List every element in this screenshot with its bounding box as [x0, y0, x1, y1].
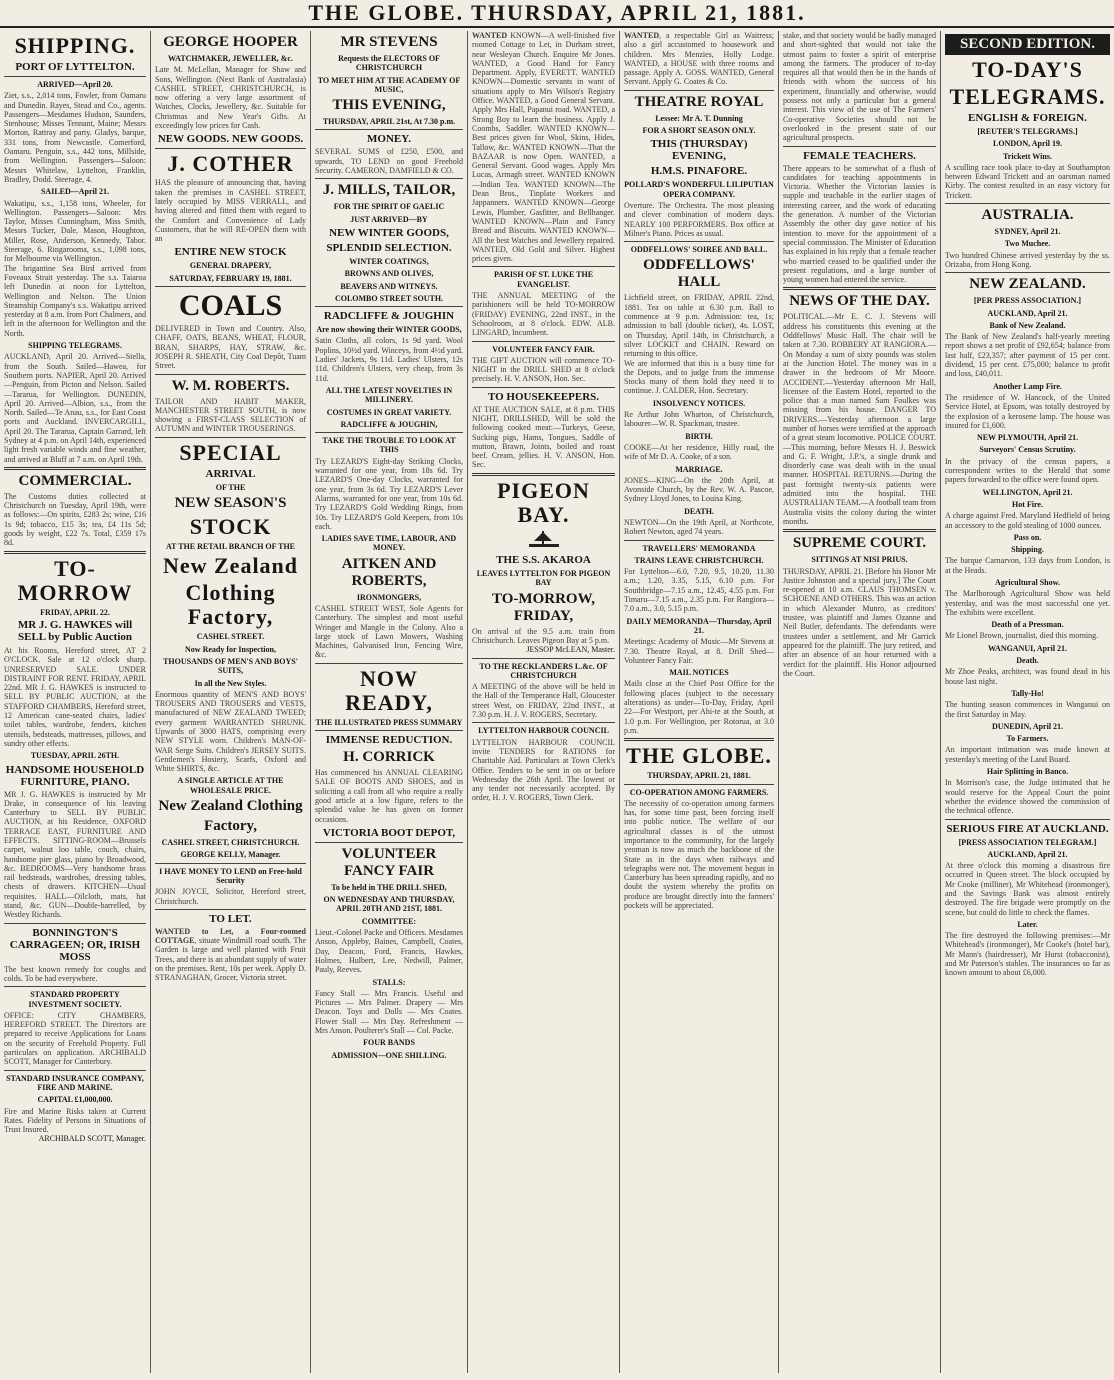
tomorrow-heading: TO-MORROW	[17, 555, 133, 605]
column-news: stake, and that society would be badly managed and short-sighted that would not take the utmost pains to foster a spirit of enterprise among the farmers. The producer of to-day requires all that would then be in the hands of friends with whom the success of his experiment, financially and otherwise, would possess not only a particular but a general interest. This view of the use of The Farmers' Co-operative Societies should not be overlooked in the present state of our agricultural prospects. FEMALE TEACHERS. There appears to be somewhat of a flush of candidates for teaching appointments in Victoria. Whether the Victorian lassies is supple and teachable in the earlier stages of interesting career, and the work of educating the generation. A number of the Victorian Assembly the other day gave notice of his intention to move for the appointment of a special commission. The Minister of Education has explained in his reply that a female teacher who married ceased to be qualified under the present regulations, and a large number of young women had entered the service. NEWS OF THE DAY. POLITICAL.—Mr E. C. J. Stevens will address his constituents this evening at the Oddfellows' Music Hall. The chair will be taken at 7.30. ROBBERY AT RANGIORA.—On Monday a sum of sixty pounds was stolen at the Junction Hotel. The money was in a drawer in the bedroom of Mr Moore. ACCIDENT.—Yesterday afternoon Mr Hall, licensee of the Eastern Hotel, reported to the police that a man named Sam Foulkes was missing from his house. DANGER TO DRIVERS.—Yesterday afternoon a large number of horses were terrified at the approach of a great steam locomotive. POLICE COURT.—This morning, before Messrs H. J. Beswick and G. F. Wright, J.P.'s, a single drunk and disorderly case was dealt with in the usual manner. HOSPITAL RETURNS.—During the past fortnight twenty-six patients were admitted into the hospital. THE AUSTRALIAN TEAM.—A football team from Australia visits the colony during the winter months. SUPREME COURT. SITTINGS AT NISI PRIUS. THURSDAY, APRIL 21. [Before his Honor Mr Justice Johnston and a special jury.] The Court re-opened at 10 a.m. CLAUS THOMSEN v. SCHOENE AND OTHERS. This was an action in which Alexander Munro, as creditors' trustee, was plaintiff and James Ozanne and Neil Butler, defendants. The defendants were trustees under a settlement, and Mr Garrick appeared for the plaintiff. The jury retired, and after an absence of an hour returned with a verdict for the plaintiff. His Honor adjourned the Court.	[783, 31, 936, 678]
newspaper-masthead	[0, 0, 1114, 28]
now-ready-heading: NOW READY,	[345, 665, 433, 715]
cother-drapery: GENERAL DRAPERY,	[189, 261, 272, 271]
cother-stock: ENTIRE NEW STOCK	[174, 246, 287, 259]
friday-date: FRIDAY, APRIL 22.	[40, 607, 110, 617]
parish-heading: PARISH OF ST. LUKE THE EVANGELIST.	[493, 270, 594, 289]
insurance-capital: CAPITAL £1,000,000.	[37, 1095, 113, 1105]
female-teachers-heading: FEMALE TEACHERS.	[803, 149, 916, 162]
radcliffe-heading: RADCLIFFE & JOUGHIN	[323, 310, 455, 323]
clothing-heading: Clothing Factory,	[185, 580, 276, 630]
mills-heading: J. MILLS, TAILOR,	[322, 182, 456, 199]
column-shipping: SHIPPING. PORT OF LYTTELTON. ARRIVED—April 20. Ziet, s.s., 2,014 tons, Fowler, from Oamaru and Dunedin. Rayes, Stead and Co., agents. Passengers—Mesdames Hudson, Saunders, Stenhouse; Misses Tennant, Maine; Messrs Morton, Rattray and party. Gladys, barque, 331 tons, from Newcastle. Comerford, Oamaru. Penguin, s.s., 442 tons, Millside, from Wellington. Passengers—Saloon: Messrs Whitelaw, Lyttelton, Franklin, Bradley, Dodd. Steerage, 4. SAILED—April 21. Wakatipu, s.s., 1,158 tons, Wheeler, for Wellington. Passengers—Saloon: Mrs Taylor, Misses Cunningham, Miss Smith, Messrs Tucker, Dale, Mason, Houghton, Miller, Rose, Anderson, Kennedy, Tabor. Steerage, 6. Ringarooma, s.s., 1,098 tons, for Melbourne via Wellington. The brigantine Sea Bird arrived from Foveaux Strait yesterday. The s.s. Taiaroa left Dunedin at noon for Lyttelton, Wellington and Nelson. The Union Steamship Company's s.s. Wakatipu arrived yesterday at 8 a.m. from Port Chalmers, and left in the afternoon for Wellington and the North. SHIPPING TELEGRAMS. AUCKLAND, April 20. Arrived—Stella, from the South. Sailed—Hawea, for Southern ports. NAPIER, April 20. Arrived—Penguin, from Picton and Nelson. Sailed—Tararua, for Wellington. DUNEDIN, April 20. Arrived—Albion, s.s., from the North. Sailed—Te Anau, s.s., for East Coast ports and Auckland. INVERCARGILL, April 20. The Tararua, Captain Garrard, left Sydney at 4 p.m. on April 14th, experienced light fresh variable winds and fine weather, and arrived at Bluff at 7 a.m. on April 19th. COMMERCIAL. The Customs duties collected at Christchurch on Tuesday, April 19th, were as follows:—On spirits, £283 2s; wine, £16 1s 9d; tobacco, £15 3s; tea, £4 11s 5d; goods by weight, £22 7s. Total, £359 17s 8d. TO-MORROW FRIDAY, APRIL 22. MR J. G. HAWKES will SELL by Public Auction At his Rooms, Hereford street, AT 2 O'CLOCK. Sale at 12 o'clock sharp. UNRESERVED SALE. UNDER DISTRAINT FOR RENT. FRIDAY, APRIL 22nd. MR J. G. HAWKES is instructed to SELL BY PUBLIC AUCTION, at the STAFFORD CHAMBERS, Hereford street, 12 American cane-seated chairs, ladies' toilet tables, wardrobe, fenders, kitchen utensils, bedsteads, mattresses, pillows, and sundry other effects. TUESDAY, APRIL 26TH. HANDSOME HOUSEHOLD FURNITURE, PIANO. MR J. G. HAWKES is instructed by Mr Drake, in consequence of his leaving Canterbury to SELL BY PUBLIC AUCTION, at his Residence, OXFORD TERRACE EAST, FURNITURE AND EFFECTS. SITTING-ROOM—Brussels carpet, walnut loo table, couch, chairs, handsome pier glass, piano by Broadwood, &c. BEDROOMS—Very handsome brass rail bedsteads, wardrobes, dressing tables, chests of drawers. KITCHEN—Usual requisites. HALL—Oilcloth, mats, hat stand, &c. GUN—Double-barrelled, by Westley Richards. BONNINGTON'S CARRAGEEN; OR, IRISH MOSS The best known remedy for coughs and colds. To be had everywhere. STANDARD PROPERTY INVESTMENT SOCIETY. OFFICE: CITY CHAMBERS, HEREFORD STREET. The Directors are prepared to receive Applications for Loans on the security of Freehold Property. Full particulars on application. ARCHIBALD SCOTT, Manager for Canterbury. STANDARD INSURANCE COMPANY, FIRE AND MARINE. CAPITAL £1,000,000. Fire and Marine Risks taken at Current Rates. Fidelity of Persons in Situations of Trust Insured. ARCHIBALD SCOTT, Manager.	[4, 33, 146, 1144]
season-heading: NEW SEASON'S	[174, 495, 287, 512]
shipping-heading: SHIPPING.	[14, 33, 136, 58]
cottage-ad: WANTED to Let, a Four-roomed COTTAGE, situate Windmill road south. The Garden is large and well planted with Fruit Trees, and there is an abundant supply of water on the premises. Rent, 10s per week. Apply D. STRANAGHAN, Grocer, Victoria street.	[155, 926, 306, 983]
stevens-heading: MR STEVENS	[340, 34, 438, 50]
steamer-icon	[529, 531, 559, 547]
evening-heading: THIS EVENING,	[332, 97, 446, 114]
sailed-heading: SAILED—April 21.	[40, 187, 109, 197]
wanted-ads: WANTED KNOWN—A well-finished five roomed Cottage to Let, in Durham street, near Wesleyan Church. Enquire Mr Jones. WANTED, a Good Hand for Fancy Department. Apply, EVERETT. WANTED KNOWN—Domestic servants in want of situations apply to Mrs Wilson's Registry Office. WANTED, a Good General Servant. Apply Mrs Hall, Papanui road. WANTED, a Strong Boy to learn the business. Apply J. Coombs, Saddler. WANTED KNOWN—Best prices given for Wool, Skins, Hides, Tallow, &c. WANTED KNOWN—That the BAZAAR is now Open. WANTED, a General Servant. Good wages. Apply Mrs Lucas, Armagh street. WANTED KNOWN—Indian Tea. WANTED KNOWN—The Dean Bros., Tinplate Workers and Jappanners. WANTED KNOWN—George Lewis, Plumber, Gasfitter, and Bellhanger. WANTED KNOWN—Plain and Fancy Bread and Biscuits. WANTED KNOWN—All the best Watches and Jewellery repaired. WANTED, Old Gold and Silver. Highest prices given.	[472, 31, 615, 264]
pigeon-bay-heading: PIGEON BAY.	[497, 477, 590, 527]
aitken-heading: AITKEN AND ROBERTS,	[341, 555, 437, 589]
column-theatre: WANTED, a respectable Girl as Waitress; also a girl accustomed to housework and children. Mrs Menzies, Holly Lodge. WANTED, a HOUSE with three rooms and passage. Apply A. GOSS. WANTED, General Servant. Apply G. Coates & Co. THEATRE ROYAL Lessee: Mr A. T. Dunning FOR A SHORT SEASON ONLY. THIS (THURSDAY) EVENING, H.M.S. PINAFORE. POLLARD'S WONDERFUL LILIPUTIAN OPERA COMPANY. Overture. The Orchestra. The most pleasing and clever combination of modern days. NEARLY 100 PERFORMERS. Box office at Milner's Piano. Prices as usual. ODDFELLOWS' SOIREE AND BALL. ODDFELLOWS' HALL Lichfield street, on FRIDAY, APRIL 22nd, 1881. Tea on table at 6.30 p.m. Ball to commence at 9 p.m. Admission: tea, 1s; admission to ball (double ticket), 4s. LOST, on Thursday, April 14th, in Christchurch, a silver LOCKET and CHAIN. Reward on returning to this office. We are informed that this is a busy time for the Depots, and to judge from the immense Stocks many of them hold they need it to continue. J. CALDER, Hon. Secretary. INSOLVENCY NOTICES. Re Arthur John Wharton, of Christchurch, labourer—W. R. Spackman, trustee. BIRTH. COOKE—At her residence, Hilly road, the wife of Mr D. A. Cooke, of a son. MARRIAGE. JONES—KING—On the 20th April, at Avonside Church, by the Rev. W. A. Pascoe, Sydney Lloyd Jones, to Louisa King. DEATH. NEWTON—On the 19th April, at Northcote, Robert Newton, aged 74 years. TRAVELLERS' MEMORANDA TRAINS LEAVE CHRISTCHURCH. For Lyttelton—6.0, 7.20, 9.5, 10.20, 11.30 a.m.; 1.20, 3.35, 5.15, 6.10 p.m. For Southbridge—7.15 a.m., 12.45, 4.55 p.m. For Timaru—7.15 a.m., 2.35 p.m. For Rangiora—7.0 a.m., 3.0, 5.15 p.m. DAILY MEMORANDA—Thursday, April 21. Meetings: Academy of Music—Mr Stevens at 7.30. Theatre Royal, at 8. Drill Shed—Volunteer Fancy Fair. MAIL NOTICES Mails close at the Chief Post Office for the following places (subject to the necessary alterations) as under—To-Day, Friday, April 22—For Westport, per Ahi-te at the South, at 1.0 p.m. For Wellington, per Rotorua, at 3.0 p.m. THE GLOBE. THURSDAY, APRIL 21, 1881. CO-OPERATION AMONG FARMERS. The necessity of co-operation among farmers has, for some time past, been forcing itself into public notice. The welfare of our agricultural classes is of the utmost importance to the community, for the largely yeoman is now as much the backbone of the State as in the days when railways and telegraphs were not. The movement begun in Canterbury has been spreading rapidly, and no doubt the system whereby the profits on produce are brought directly into the farmers' pockets will be appreciated.	[624, 31, 774, 911]
special-heading: SPECIAL	[179, 439, 282, 465]
shipping-list: Ziet, s.s., 2,014 tons, Fowler, from Oamaru and Dunedin. Rayes, Stead and Co., agents. Passengers—Mesdames Hudson, Saunders, Stenhouse; Misses Tennant, Maine; Messrs Morton, Rattray and party. Gladys, barque, 331 tons, from Newcastle. Comerford, Oamaru. Penguin, s.s., 442 tons, Millside, from Wellington. Passengers—Saloon: Messrs Whitelaw, Lyttelton, Franklin, Bradley, Dodd. Steerage, 4.	[4, 91, 146, 184]
hooper-subheading: WATCHMAKER, JEWELLER, &c.	[168, 54, 293, 63]
standard-society-heading: STANDARD PROPERTY INVESTMENT SOCIETY.	[28, 990, 122, 1009]
shipping-telegrams-heading: SHIPPING TELEGRAMS.	[28, 341, 122, 351]
commercial-heading: COMMERCIAL.	[18, 472, 132, 489]
kelly-manager: GEORGE KELLY, Manager.	[180, 850, 281, 860]
stock-heading: STOCK	[189, 514, 272, 540]
hawkes-auction-ad: MR J. G. HAWKES will SELL by Public Auction	[17, 618, 133, 643]
second-edition-heading: SECOND EDITION.	[945, 34, 1110, 55]
corrick-heading: H. CORRICK	[343, 749, 435, 766]
roberts-heading: W. M. ROBERTS.	[171, 377, 290, 394]
supreme-court-heading: SUPREME COURT.	[792, 535, 927, 552]
globe-heading: THE GLOBE.	[626, 743, 772, 769]
fancy-fair-heading: VOLUNTEER FANCY FAIR	[341, 845, 437, 879]
insurance-heading: STANDARD INSURANCE COMPANY, FIRE AND MARINE.	[6, 1073, 144, 1092]
column-wanted: WANTED KNOWN—A well-finished five roomed Cottage to Let, in Durham street, near Wesleyan Church. Enquire Mr Jones. WANTED, a Good Hand for Fancy Department. Apply, EVERETT. WANTED KNOWN—Domestic servants in want of situations apply to Mrs Wilson's Registry Office. WANTED, a Good General Servant. Apply Mrs Hall, Papanui road. WANTED, a Strong Boy to learn the business. Apply J. Coombs, Saddler. WANTED KNOWN—Best prices given for Wool, Skins, Hides, Tallow, &c. WANTED KNOWN—That the BAZAAR is now Open. WANTED, a General Servant. Good wages. Apply Mrs Lucas, Armagh street. WANTED KNOWN—Indian Tea. WANTED KNOWN—The Dean Bros., Tinplate Workers and Jappanners. WANTED KNOWN—George Lewis, Plumber, Gasfitter, and Bellhanger. WANTED KNOWN—Plain and Fancy Bread and Biscuits. WANTED KNOWN—All the best Watches and Jewellery repaired. WANTED, Old Gold and Silver. Highest prices given. PARISH OF ST. LUKE THE EVANGELIST. THE ANNUAL MEETING of the parishioners will be held TO-MORROW (FRIDAY) EVENING, 22nd INST., in the Schoolroom, at 8 o'clock. EDW. ALB. LINGARD, Incumbent. VOLUNTEER FANCY FAIR. THE GIFT AUCTION will commence TO-NIGHT in the DRILL SHED at 8 o'clock precisely. H. V. ANSON, Hon. Sec. TO HOUSEKEEPERS. AT THE AUCTION SALE, at 8 p.m. THIS NIGHT, DRILLSHED, Will be sold the following cooked meat:—Turkeys, Geese, Sucking pigs, Hams, Tongues, Saddle of mutton, Brawn, Joints, boiled and roast beef. Cream, jellies. H. V. ANSON, Hon. Sec. PIGEON BAY. THE S.S. AKAROA LEAVES LYTTELTON FOR PIGEON BAY TO-MORROW, FRIDAY, On arrival of the 9.5 a.m. train from Christchurch. Leaves Pigeon Bay at 5 p.m. JESSOP McLEAN, Master. TO THE RECKLANDERS L.&c. OF CHRISTCHURCH A MEETING of the above will be held in the Hall of the Temperance Hall, Gloucester street West, on FRIDAY, 22nd INST., at 7.30 p.m. H. J. V. ROGERS, Secretary. LYTTELTON HARBOUR COUNCIL LYTTELTON HARBOUR COUNCIL invite TENDERS for RATIONS for Charitable Aid. Particulars at Town Clerk's Office. Tenders to be sent in on or before Wednesday the 26th April. The lowest or any tender not necessarily accepted. By order, H. J. V. ROGERS, Town Clerk.	[472, 31, 615, 803]
arrival-heading: ARRIVAL	[205, 467, 256, 480]
nz-heading: New Zealand	[162, 553, 299, 579]
hooper-heading: GEORGE HOOPER	[163, 34, 298, 50]
theatre-heading: THEATRE ROYAL	[634, 93, 764, 110]
tuesday-date: TUESDAY, APRIL 26TH.	[30, 751, 120, 761]
shipping-news: The brigantine Sea Bird arrived from Foveaux Strait yesterday. The s.s. Taiaroa left Dunedin at noon for Lyttelton, Wellington and Nelson. The Union Steamship Company's s.s. Wakatipu arrived yesterday at 8 a.m. from Port Chalmers, and left in the afternoon for Wellington and the North.	[4, 263, 146, 338]
column-telegrams: SECOND EDITION. TO-DAY'S TELEGRAMS. ENGLISH & FOREIGN. [REUTER'S TELEGRAMS.] LONDON, April 19. Trickett Wins. A sculling race took place to-day at Southampton between Edward Trickett and an oarsman named Kirby. The contest resulted in an easy victory for Trickett. AUSTRALIA. SYDNEY, April 21. Two Muchee. Two hundred Chinese arrived yesterday by the ss. Orizaba, from Hong Kong. NEW ZEALAND. [PER PRESS ASSOCIATION.] AUCKLAND, April 21. Bank of New Zealand. The Bank of New Zealand's half-yearly meeting report shows a net profit of £92,654; balance from last half, £23,357; after payment of 15 per cent. dividend, 15 per cent. £75,000; balance to profit and loss, £40,011. Another Lamp Fire. The residence of W. Hancock, of the United Service Hotel, at Epsom, was totally destroyed by the explosion of a kerosene lamp. The house was insured for £1,600. NEW PLYMOUTH, April 21. Surveyors' Census Scrutiny. In the privacy of the census papers, a correspondent writes to the Herald that some papers forwarded to the office were found open. WELLINGTON, April 21. Hot Fire. A charge against Fred. Maryland Hedfield of being an accessory to the gold stealing of 1000 ounces. Pass on. Shipping. The barque Carnarvon, 133 days from London, is at the Heads. Agricultural Show. The Marlborough Agricultural Show was held yesterday, and was the most successful one yet. The exhibits were excellent. Death of a Pressman. Mr Lionel Brown, journalist, died this morning. WANGANUI, April 21. Death. Mr Zhoe Peaks, architect, was found dead in his house last night. Tally-Ho! The hunting season commences in Wanganui on the first Saturday in May. DUNEDIN, April 21. To Farmers. An important intimation was made known at yesterday's meeting of the Land Board. Hair Splitting in Banco. In Morrison's case, the Judge intimated that he would reserve for the Appeal Court the point whether the evidence showed the commission of the technical offence. SERIOUS FIRE AT AUCKLAND. [PRESS ASSOCIATION TELEGRAM.] AUCKLAND, April 21. At three o'clock this morning a disastrous fire occurred in Queen street. The block occupied by Mr Cooke (milliner), Mr Whitehead (ironmonger), and the Savings Bank was almost entirely destroyed. The fire brigade were promptly on the scene, but could do little to check the flames. Later. The fire destroyed the following premises:—Mr Whitehead's (ironmonger), Mr Cooke's (hotel bar), Mr Mann's (hairdresser), Mr Hurst (tobacconist), and Mr Paterson's stables. The insurances so far as known amount to about £6,000.	[945, 36, 1110, 978]
new-goods-heading: NEW GOODS. NEW GOODS.	[157, 133, 304, 146]
cother-date: SATURDAY, FEBRUARY 19, 1881.	[169, 273, 292, 283]
bonnington-ad: BONNINGTON'S CARRAGEEN; OR, IRISH MOSS	[9, 926, 141, 963]
cother-heading: J. COTHER	[167, 151, 294, 177]
furniture-ad-heading: HANDSOME HOUSEHOLD FURNITURE, PIANO.	[5, 763, 145, 788]
wholesale-line: A SINGLE ARTICLE AT THE WHOLESALE PRICE.	[177, 776, 284, 795]
sailed-list: Wakatipu, s.s., 1,158 tons, Wheeler, for Wellington. Passengers—Saloon: Mrs Taylor, Misses Cunningham, Miss Smith, Messrs Tucker, Dale, Mason, Houghton, Miller, Rose, Anderson, Kennedy, Tabor. Steerage, 6. Ringarooma, s.s., 1,098 tons, for Melbourne via Wellington.	[4, 198, 146, 264]
telegrams-heading: TELEGRAMS.	[949, 84, 1106, 109]
lezards-heading: TAKE THE TROUBLE TO LOOK AT THIS	[322, 436, 456, 455]
insurance-manager: ARCHIBALD SCOTT, Manager.	[38, 1134, 146, 1144]
port-subheading: PORT OF LYTTELTON.	[15, 61, 135, 73]
coals-heading: COALS	[178, 289, 283, 323]
masthead-title: THE GLOBE. THURSDAY, APRIL 21, 1881.	[308, 0, 806, 25]
column-ads-3: MR STEVENS Requests the ELECTORS OF CHRISTCHURCH TO MEET HIM AT THE ACADEMY OF MUSIC, THIS EVENING, THURSDAY, APRIL 21st, At 7.30 p.m. MONEY. SEVERAL SUMS of £250, £500, and upwards, TO LEND on good Freehold Security. CAMERON, DAMFIELD & CO. J. MILLS, TAILOR, FOR THE SPIRIT OF GAELIC JUST ARRIVED—BY NEW WINTER GOODS, SPLENDID SELECTION. WINTER COATINGS, BROWNS AND OLIVES, BEAVERS AND WITNEYS. COLOMBO STREET SOUTH. RADCLIFFE & JOUGHIN Are now showing their WINTER GOODS, Satin Cloths, all colors, 1s 9d yard. Wool Poplins, 10½d yard. Winceys, from 4½d yard. Ladies' Jackets, 9s 11d. Ladies' Ulsters, 12s 11d. Children's Ulsters, very cheap, from 3s 11d. ALL THE LATEST NOVELTIES IN MILLINERY. COSTUMES IN GREAT VARIETY. RADCLIFFE & JOUGHIN, TAKE THE TROUBLE TO LOOK AT THIS Try LEZARD'S Eight-day Striking Clocks, warranted for one year, from 18s 6d. Try LEZARD'S One-day Clocks, warranted for one year, from 3s 6d. Try LEZARD'S Lever Alarms, warranted for one year, from 10s 6d. Try LEZARD'S Gold Wedding Rings, from 10s. Try LEZARD'S Gold Keepers, from 10s each. LADIES SAVE TIME, LABOUR, AND MONEY. AITKEN AND ROBERTS, IRONMONGERS, CASHEL STREET WEST, Sole Agents for Canterbury. The simplest and most useful Wringer and Mangle in the Colony. Also a large stock of Lawn Mowers, Washing Machines, Galvanised Iron, Fencing Wire, &c. NOW READY, THE ILLUSTRATED PRESS SUMMARY IMMENSE REDUCTION. H. CORRICK Has commenced his ANNUAL CLEARING SALE OF BOOTS AND SHOES, and in soliciting a call from all who require a really good article at a low figure, refers to the splendid value he has given on former occasions. VICTORIA BOOT DEPOT, VOLUNTEER FANCY FAIR To be held in THE DRILL SHED, ON WEDNESDAY AND THURSDAY, APRIL 20TH AND 21ST, 1881. COMMITTEE: Lieut.-Colonel Packe and Officers. Mesdames Anson, Appleby, Baines, Campbell, Coates, Day, Deacon, Ford, Francis, Hawkes, Holmes, Hulbert, Lee, Nedwill, Palmer, Pauly, Reeves. STALLS: Fancy Stall — Mrs Francis. Useful and Pictures — Mrs Palmer. Drapery — Mrs Deacon. Toys and Dolls — Mrs Coates. Flower Stall — Mrs Day. Refreshment — Mrs Anson. Poulterer's Stall — Col. Packe. FOUR BANDS ADMISSION—ONE SHILLING.	[315, 34, 463, 1060]
todays-heading: TO-DAY'S	[972, 57, 1083, 82]
arrivals-heading: ARRIVED—April 20.	[37, 80, 113, 89]
money-ad: I HAVE MONEY TO LEND on Free-hold Security	[159, 866, 302, 885]
column-ads-2: GEORGE HOOPER WATCHMAKER, JEWELLER, &c. Late M. McLellan, Manager for Shaw and Sons, Wellington. (Next Bank of Australasia) CASHEL STREET, CHRISTCHURCH, is now offering a very large assortment of Watches, Clocks, Jewellery, &c. Suitable for Christmas and New Year's Gifts. At exceedingly low prices for Cash. NEW GOODS. NEW GOODS. J. COTHER HAS the pleasure of announcing that, having taken the premises in CASHEL STREET, lately occupied by MISS VERRALL, and having altered and fitted them with regard to the Comfort and Convenience of Lady Customers, that he will RE-OPEN them with an ENTIRE NEW STOCK GENERAL DRAPERY, SATURDAY, FEBRUARY 19, 1881. COALS DELIVERED in Town and Country. Also, CHAFF, OATS, BEANS, WHEAT, FLOUR, BRAN, SHARPS, HAY, STRAW, &c. JOSEPH R. SHEATH, City Coal Depôt, Tuam Street. W. M. ROBERTS. TAILOR AND HABIT MAKER, MANCHESTER STREET SOUTH, is now showing a FIRST-CLASS SELECTION of AUTUMN and WINTER TROUSERINGS. SPECIAL ARRIVAL OF THE NEW SEASON'S STOCK AT THE RETAIL BRANCH OF THE New Zealand Clothing Factory, CASHEL STREET. Now Ready for Inspection, THOUSANDS OF MEN'S AND BOYS' SUITS, In all the New Styles. Enormous quantity of MEN'S AND BOYS' TROUSERS AND TROUSERS and VESTS, manufactured of NEW ZEALAND TWEED; every garment WARRANTED SHRUNK. Upwards of 3000 HATS, comprising every NEW STYLE worn. Children's MAN-OF-WAR Serge Suits. Children's JERSEY SUITS. Gentlemen's Hosiery, Scarfs, Oxford and White SHIRTS, &c. A SINGLE ARTICLE AT THE WHOLESALE PRICE. New Zealand Clothing Factory, CASHEL STREET, CHRISTCHURCH. GEORGE KELLY, Manager. I HAVE MONEY TO LEND on Free-hold Security JOHN JOYCE, Solicitor, Hereford street, Christchurch. TO LET. WANTED to Let, a Four-roomed COTTAGE, situate Windmill road south. The Garden is large and well planted with Fruit Trees, and there is an abundant supply of water on the premises. Rent, 10s per week. Apply D. STRANAGHAN, Grocer, Victoria street.	[155, 34, 306, 983]
news-heading: NEWS OF THE DAY.	[789, 293, 930, 310]
